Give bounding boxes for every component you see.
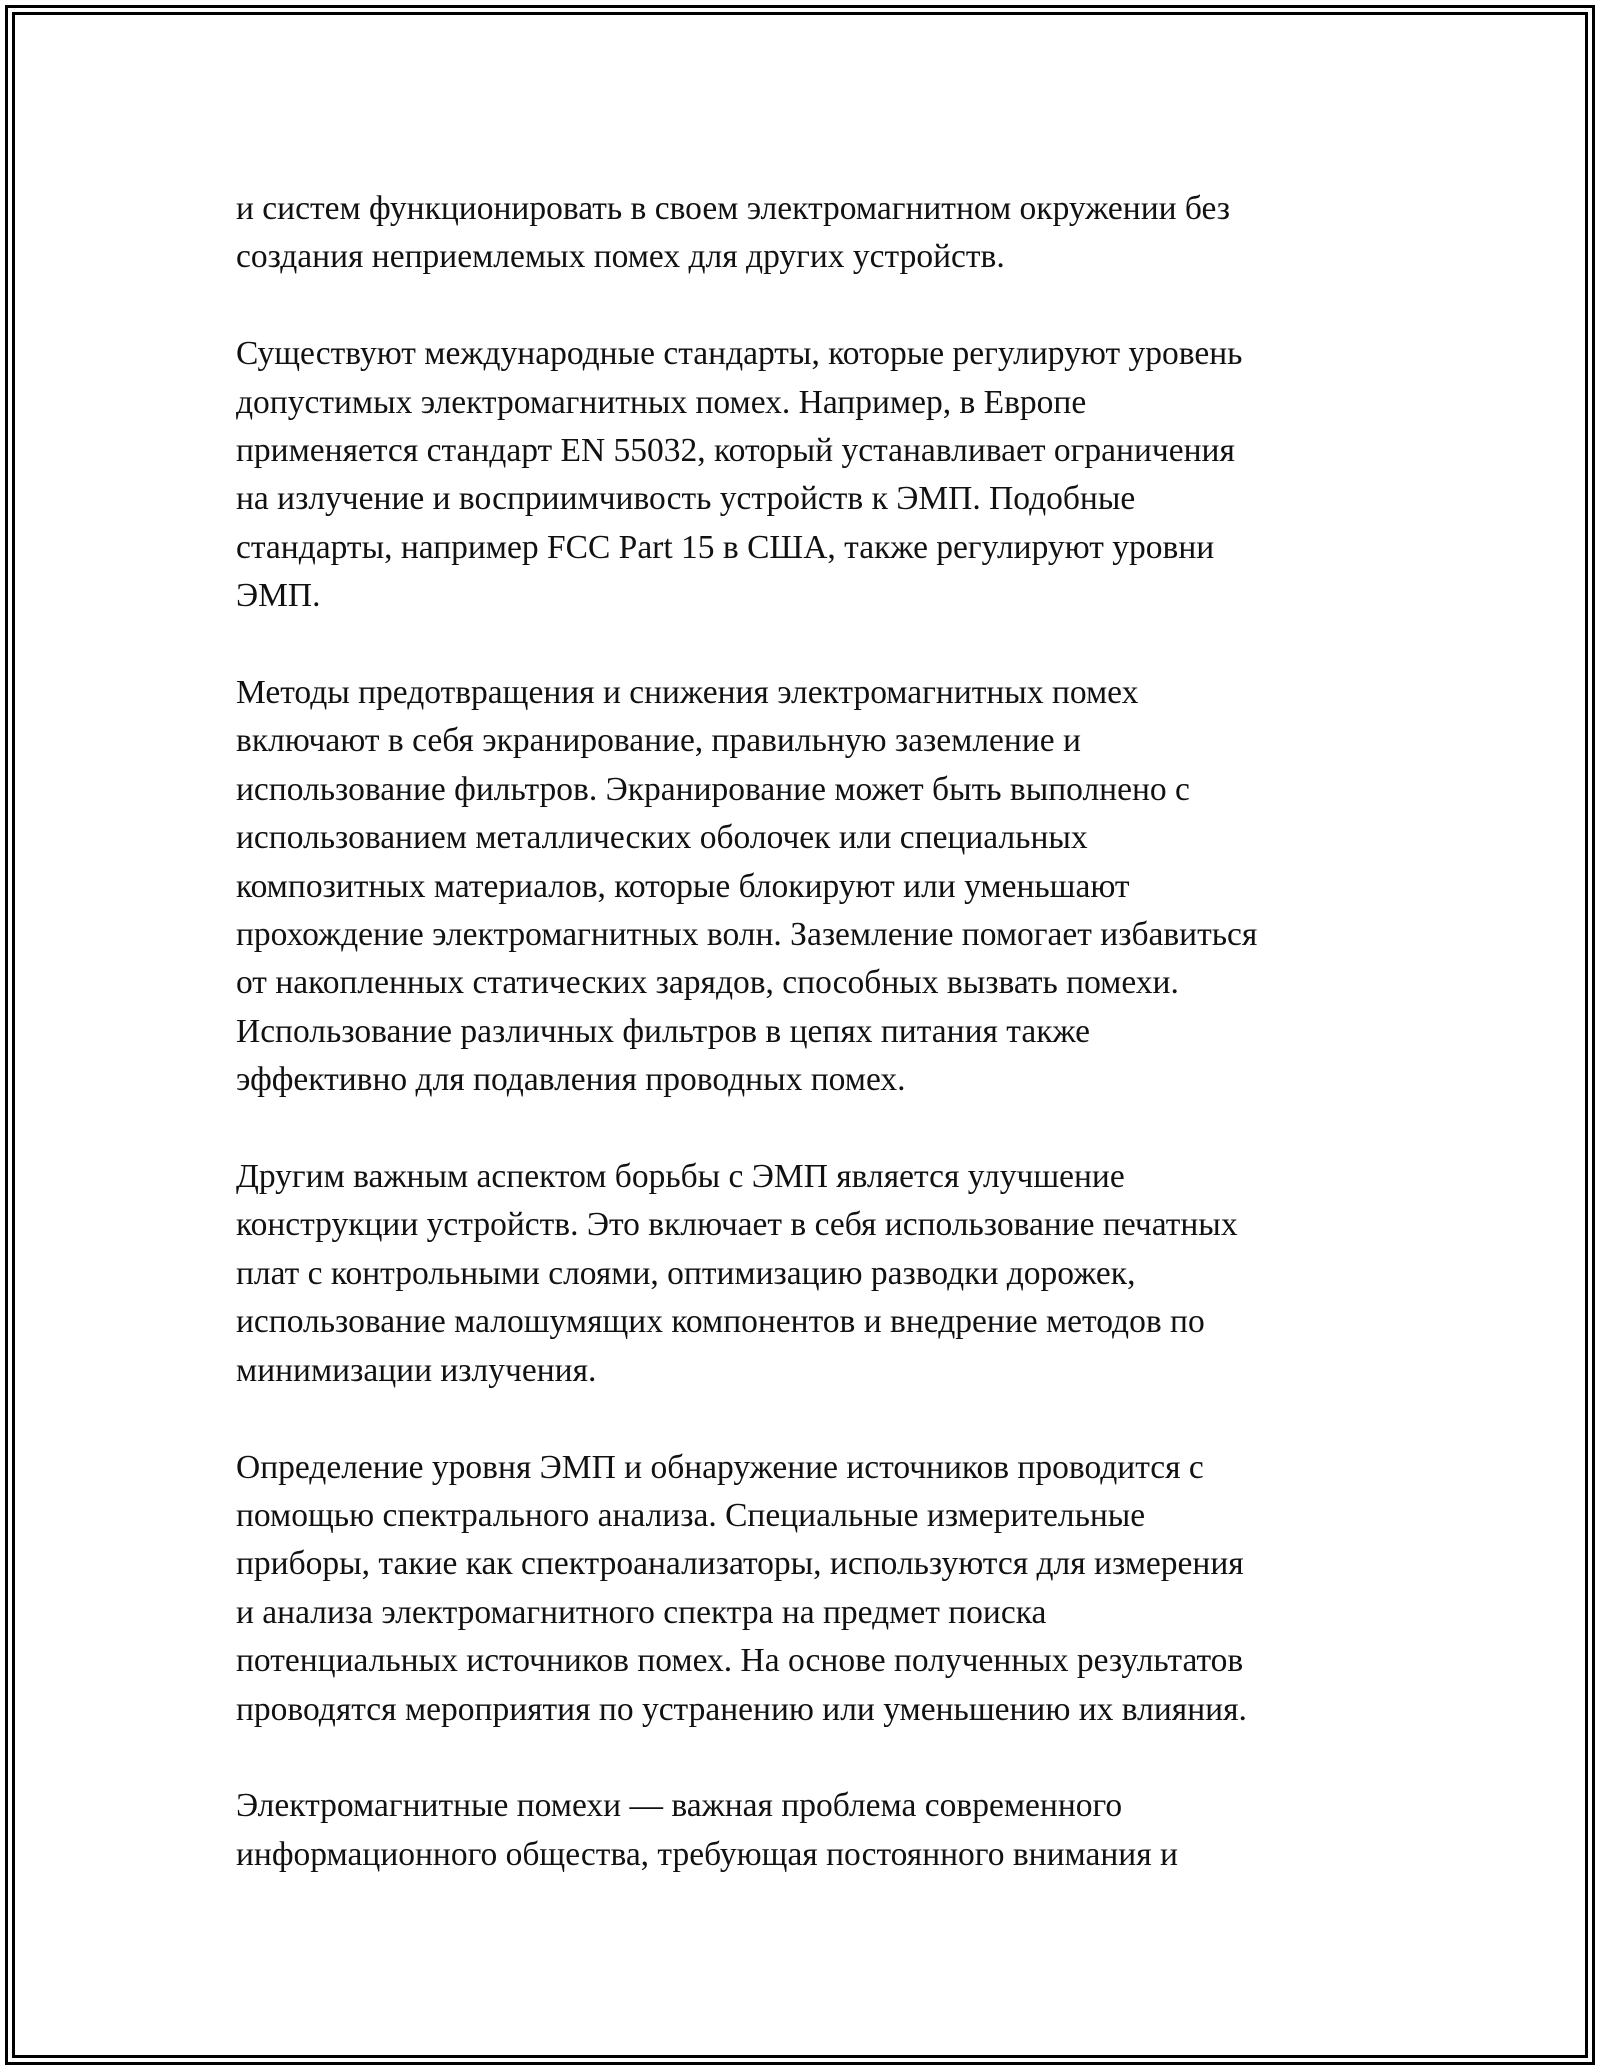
text-line: использование фильтров. Экранирование может быть выполнено с bbox=[236, 770, 1190, 808]
text-line: композитных материалов, которые блокируют или уменьшают bbox=[236, 867, 1130, 905]
text-line: применяется стандарт EN 55032, который устанавливает ограничения bbox=[236, 432, 1235, 470]
text-line: Электромагнитные помехи — важная проблема современного bbox=[236, 1787, 1123, 1825]
text-line: проводятся мероприятия по устранению или уменьшению их влияния. bbox=[236, 1690, 1247, 1728]
paragraph-device-design bbox=[236, 1153, 1376, 1395]
text-line: ЭМП. bbox=[236, 577, 321, 615]
text-line: Другим важным аспектом борьбы с ЭМП является улучшение bbox=[236, 1158, 1125, 1196]
text-line: допустимых электромагнитных помех. Например, в Европе bbox=[236, 383, 1087, 421]
text-line: плат с контрольными слоями, оптимизацию разводки дорожек, bbox=[236, 1254, 1136, 1292]
paragraph-conclusion bbox=[236, 1782, 1376, 1879]
text-line: от накопленных статических зарядов, способных вызвать помехи. bbox=[236, 964, 1179, 1002]
paragraph-standards bbox=[236, 330, 1376, 620]
text-line: Определение уровня ЭМП и обнаружение источников проводится с bbox=[236, 1448, 1204, 1486]
text-line: использованием металлических оболочек или специальных bbox=[236, 819, 1088, 857]
text-line: Методы предотвращения и снижения электромагнитных помех bbox=[236, 674, 1139, 712]
text-line: и систем функционировать в своем электромагнитном окружении без bbox=[236, 190, 1231, 227]
text-line: помощью спектрального анализа. Специальные измерительные bbox=[236, 1496, 1146, 1534]
text-line: информационного общества, требующая постоянного внимания и bbox=[236, 1835, 1178, 1873]
paragraph-spectral-analysis bbox=[236, 1444, 1376, 1734]
paragraph-emc-intro-tail bbox=[236, 185, 1376, 282]
text-line: создания неприемлемых помех для других устройств. bbox=[236, 238, 1005, 276]
document-body bbox=[236, 185, 1376, 1928]
text-line: стандарты, например FCC Part 15 в США, также регулируют уровни bbox=[236, 528, 1215, 566]
text-line: включают в себя экранирование, правильную заземление и bbox=[236, 722, 1081, 760]
text-line: минимизации излучения. bbox=[236, 1351, 597, 1389]
text-line: на излучение и восприимчивость устройств к ЭМП. Подобные bbox=[236, 480, 1136, 518]
text-line: приборы, такие как спектроанализаторы, используются для измерения bbox=[236, 1545, 1244, 1583]
text-line: конструкции устройств. Это включает в себя использование печатных bbox=[236, 1206, 1238, 1244]
text-line: эффективно для подавления проводных помех. bbox=[236, 1061, 906, 1099]
text-line: потенциальных источников помех. На основе полученных результатов bbox=[236, 1642, 1244, 1680]
text-line: Использование различных фильтров в цепях питания также bbox=[236, 1012, 1091, 1050]
paragraph-prevention-methods bbox=[236, 669, 1376, 1105]
text-line: Существуют международные стандарты, которые регулируют уровень bbox=[236, 335, 1243, 373]
text-line: и анализа электромагнитного спектра на предмет поиска bbox=[236, 1593, 1047, 1631]
text-line: использование малошумящих компонентов и внедрение методов по bbox=[236, 1303, 1205, 1341]
text-line: прохождение электромагнитных волн. Заземление помогает избавиться bbox=[236, 916, 1258, 954]
